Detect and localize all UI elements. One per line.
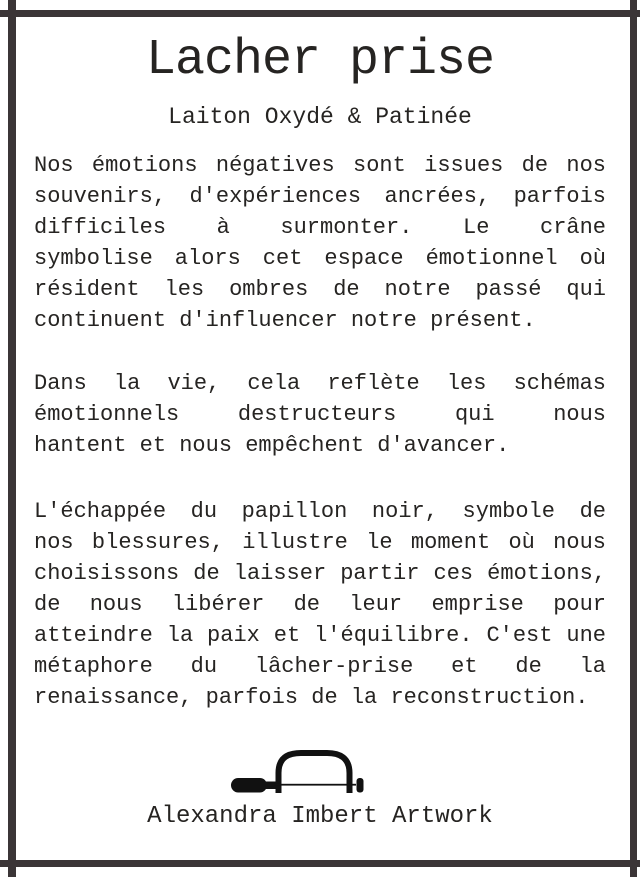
text-line: nos blessures, illustre le moment où nous — [34, 530, 606, 555]
saw-blade — [274, 784, 356, 786]
text-line: Dans la vie, cela reflète les schémas — [34, 371, 606, 396]
saw-knob — [357, 778, 364, 793]
text-line: émotionnels destructeurs qui nous — [34, 402, 606, 427]
artist-signature: Alexandra Imbert Artwork — [147, 803, 493, 830]
page-subtitle: Laiton Oxydé & Patinée — [168, 104, 472, 130]
description-paragraph — [34, 150, 606, 336]
page-title: Lacher prise — [145, 32, 495, 89]
description-paragraph — [34, 368, 606, 461]
coping-saw-icon — [229, 745, 367, 801]
text-line: L'échappée du papillon noir, symbole de — [34, 499, 606, 524]
text-line: hantent et nous empêchent d'avancer. — [34, 433, 510, 458]
text-line: atteindre la paix et l'équilibre. C'est une — [34, 623, 606, 648]
text-line: choisissons de laisser partir ces émotions, — [34, 561, 606, 586]
text-line: continuent d'influencer notre présent. — [34, 308, 536, 333]
description-paragraph — [34, 496, 606, 713]
saw-bow-frame — [279, 753, 350, 793]
text-line: métaphore du lâcher-prise et de la — [34, 654, 606, 679]
text-line: Nos émotions négatives sont issues de nos — [34, 153, 606, 178]
frame-bottom-border — [0, 860, 640, 867]
text-line: symbolise alors cet espace émotionnel où — [34, 246, 606, 271]
text-line: de nous libérer de leur emprise pour — [34, 592, 606, 617]
saw-handle — [231, 778, 267, 793]
text-line: résident les ombres de notre passé qui — [34, 277, 606, 302]
text-line: souvenirs, d'expériences ancrées, parfois — [34, 184, 606, 209]
text-line: renaissance, parfois de la reconstruction. — [34, 685, 589, 710]
description-text — [34, 150, 606, 713]
frame-top-border — [0, 10, 640, 17]
text-line: difficiles à surmonter. Le crâne — [34, 215, 606, 240]
